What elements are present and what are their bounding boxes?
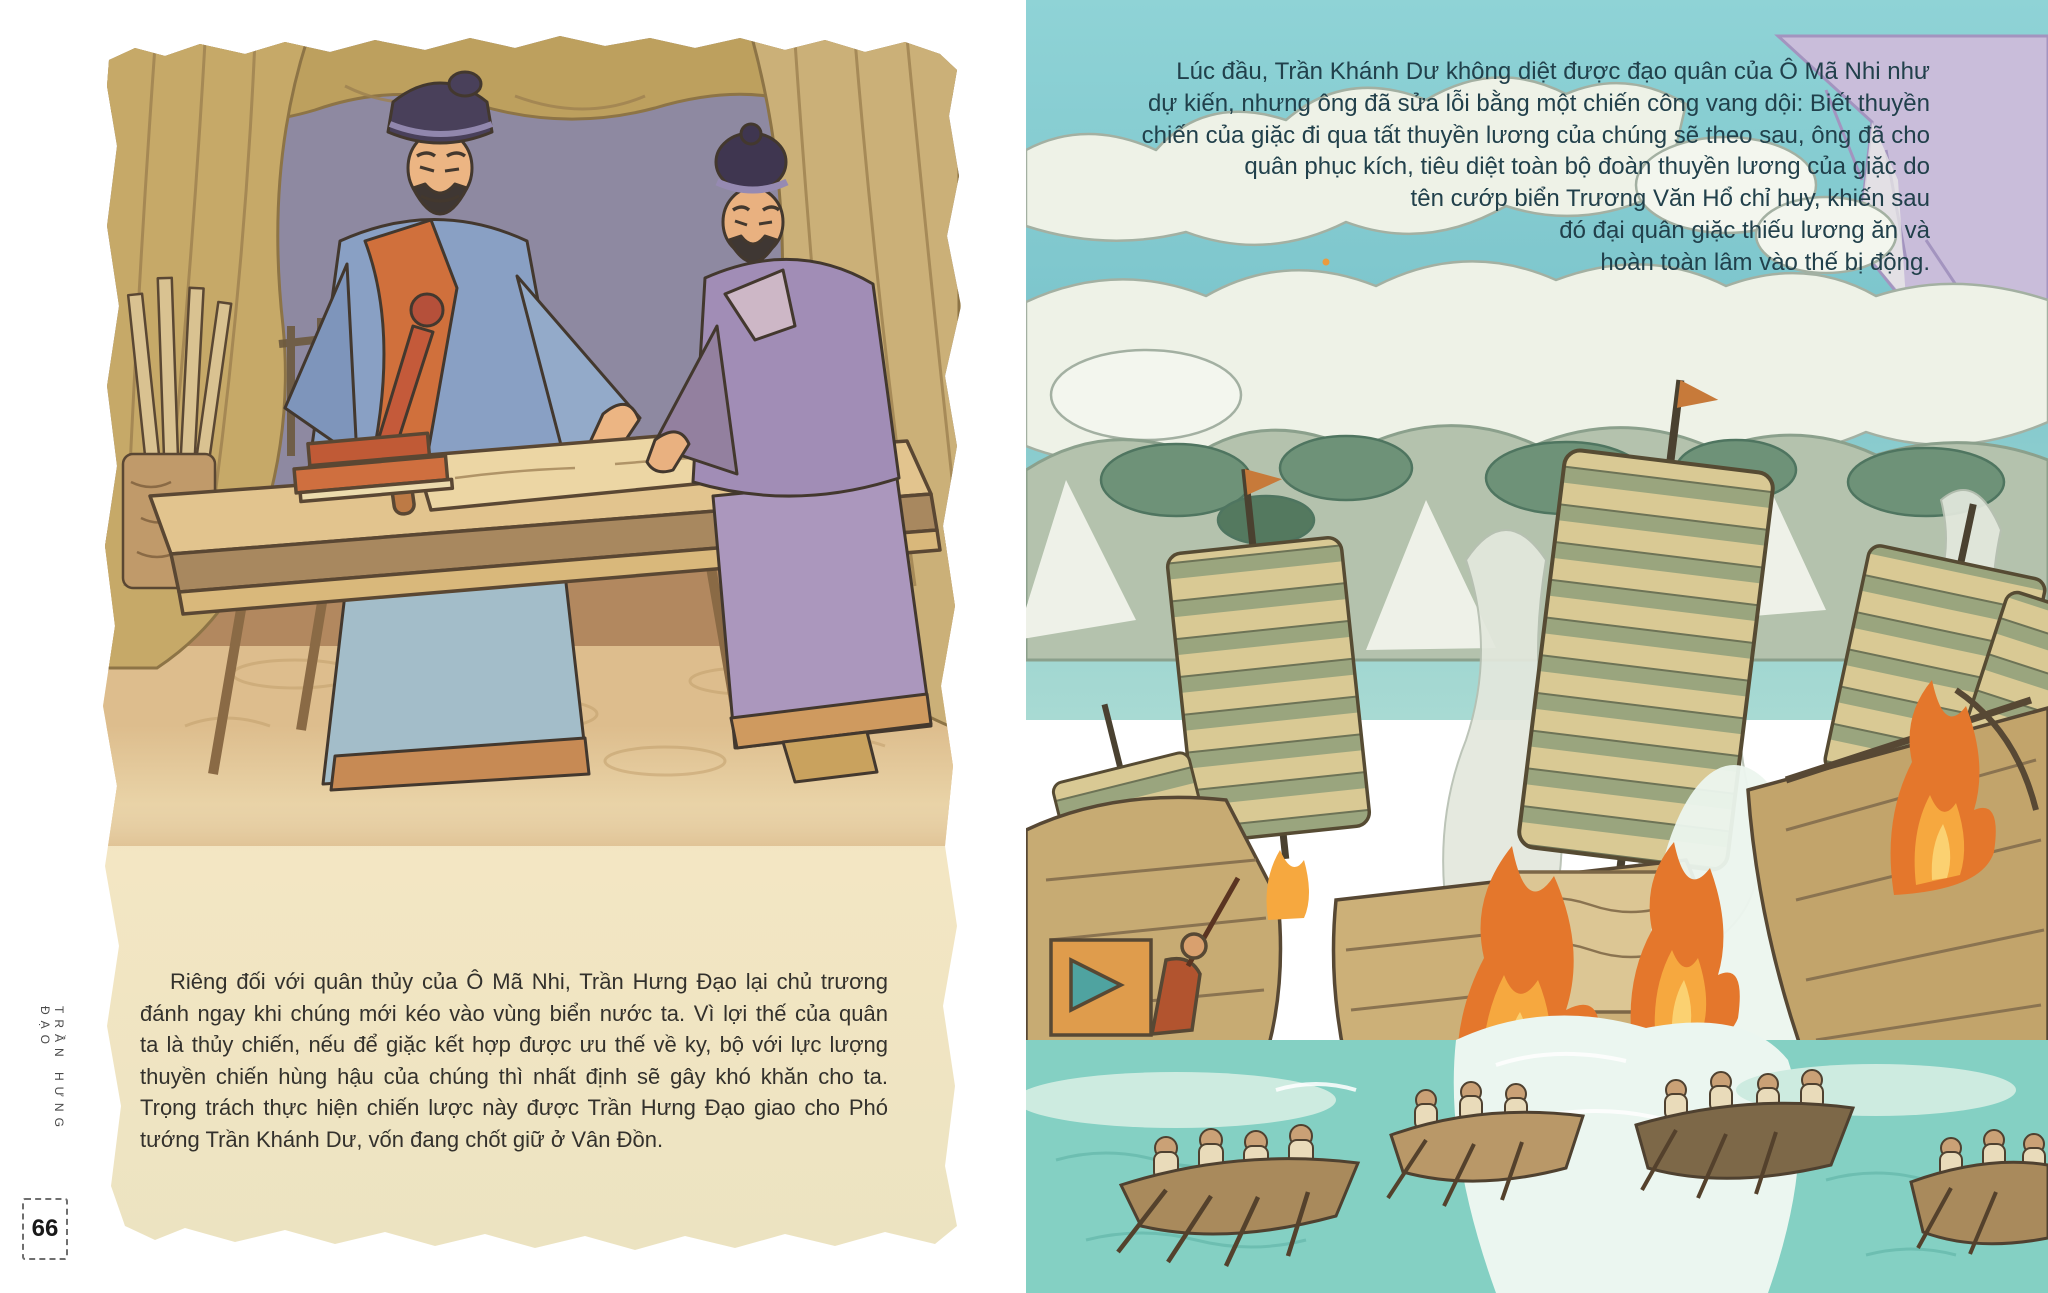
right-page [1026,0,2048,1293]
left-page [0,0,975,1293]
page-number-stamp [22,1198,68,1260]
text-line: thuyền chiến hùng hậu của chúng thì nhất định sẽ gây khó khăn cho ta. [140,1063,888,1089]
text-line: đánh ngay khi chúng mới kéo vào vùng biển nước ta. Vì lợi thế của quân [140,1000,888,1026]
text-line: chiến của giặc đi qua tất thuyền lương của chúng sẽ theo sau, ông đã cho [1141,121,1930,149]
page-number: 66 [31,1215,59,1242]
text-line: hoàn toàn lâm vào thế bị động. [1600,248,1930,276]
text-line: dự kiến, nhưng ông đã sửa lỗi bằng một chiến công vang dội: Biết thuyền [1147,89,1930,117]
text-line: ta là thủy chiến, nếu để giặc kết hợp được ưu thế về ky, bộ với lực lượng [140,1032,888,1057]
text-line: đó đại quân giặc thiếu lương ăn và [1559,216,1930,244]
text-line: Lúc đầu, Trần Khánh Dư không diệt được đạo quân của Ô Mã Nhi như [1176,58,1930,85]
text-line: tên cướp biển Trương Văn Hổ chỉ huy, khiến sau [1410,185,1930,213]
text-line: tướng Trần Khánh Dư, vốn đang chốt giữ ở Vân Đồn. [140,1126,664,1152]
scene-two-generals [103,34,959,856]
text-line: quân phục kích, tiêu diệt toàn bộ đoàn thuyền lương của giặc do [1244,153,1930,181]
right-paragraph [1090,56,1930,279]
left-paragraph [140,966,888,1155]
book-title-sidebar: TRẦN HƯNG ĐẠO [38,1006,66,1133]
text-line: Trọng trách thực hiện chiến lược này được Trần Hưng Đạo giao cho Phó [140,1095,888,1120]
text-line: Riêng đối với quân thủy của Ô Mã Nhi, Trần Hưng Đạo lại chủ trương [170,969,888,994]
